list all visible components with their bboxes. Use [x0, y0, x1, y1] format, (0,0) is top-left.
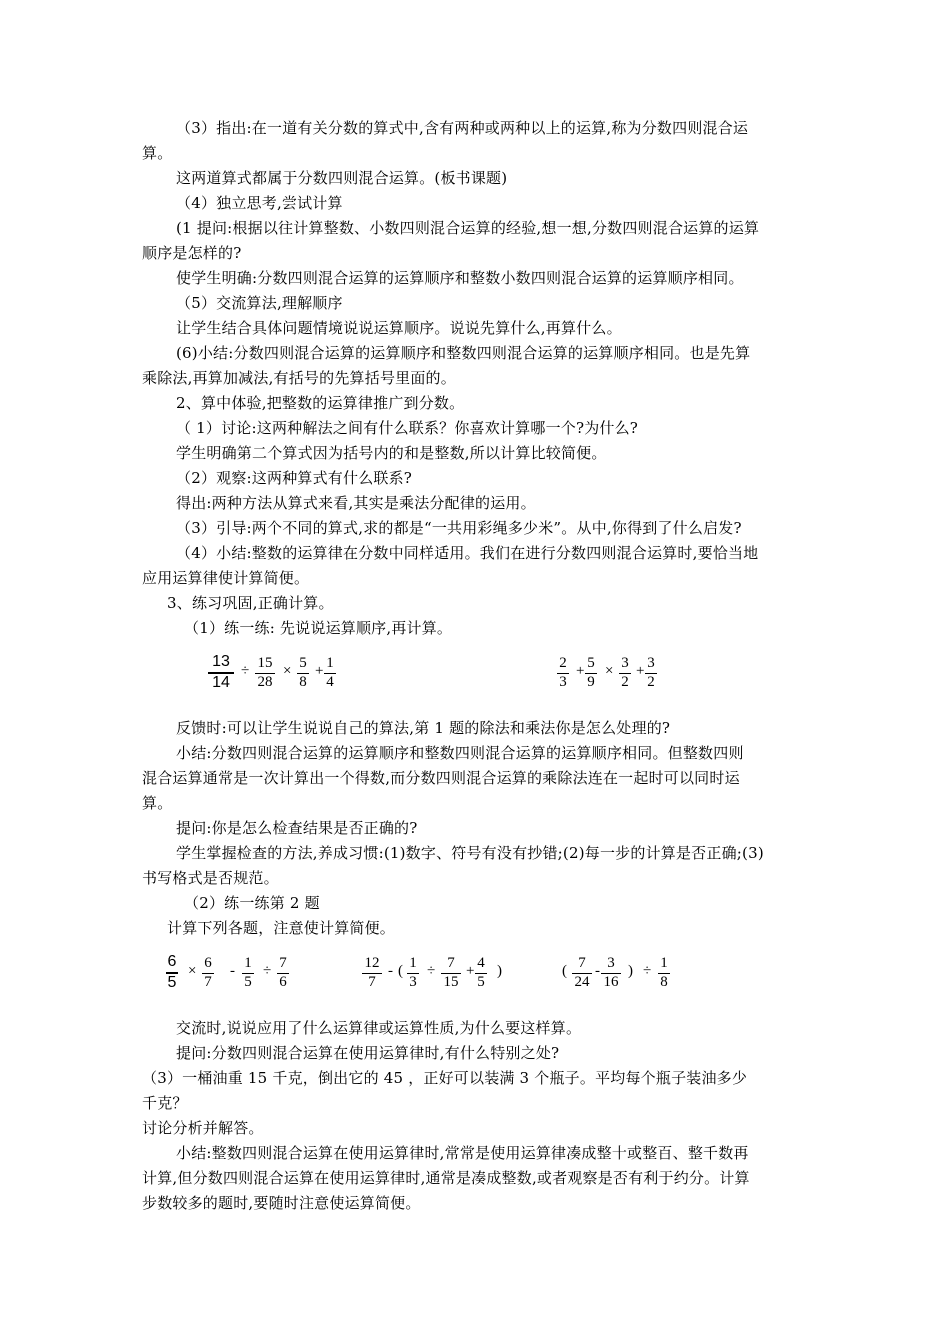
fraction: 3 16	[601, 956, 621, 990]
text-line: （4）小结:整数的运算律在分数中同样适用。我们在进行分数四则混合运算时,要恰当地	[176, 544, 759, 562]
text-line: 计算,但分数四则混合运算在使用运算律时,通常是凑成整数,或者观察是否有利于约分。计算	[142, 1169, 750, 1187]
text-line: 算。	[142, 144, 173, 162]
text-line: （4）独立思考,尝试计算	[176, 194, 343, 212]
text-line: （2）观察:这两种算式有什么联系?	[176, 469, 413, 487]
text-line: 步数较多的题时,要随时注意使运算简便。	[142, 1194, 421, 1212]
text-line: 学生明确第二个算式因为括号内的和是整数,所以计算比较简便。	[176, 444, 607, 462]
text-line: （3）一桶油重 15 千克，倒出它的 45 ，正好可以装满 3 个瓶子。平均每个瓶子装油多少	[142, 1069, 748, 1087]
text-line: （1）练一练: 先说说运算顺序,再计算。	[184, 619, 453, 637]
text-line: 小结:分数四则混合运算的运算顺序和整数四则混合运算的运算顺序相同。但整数四则	[176, 744, 744, 762]
fraction: 12 7	[362, 956, 382, 990]
text-line: 讨论分析并解答。	[142, 1119, 264, 1137]
fraction: 6 5	[167, 953, 177, 991]
text-line: 学生掌握检查的方法,养成习惯:(1)数字、符号有没有抄错;(2)每一步的计算是否正确;(3)	[176, 844, 764, 862]
minus-sign: -	[595, 963, 600, 979]
plus-sign: +	[576, 663, 585, 679]
right-paren: )	[628, 963, 633, 979]
fraction: 5 8	[297, 656, 309, 690]
text-line: 书写格式是否规范。	[142, 869, 279, 887]
fraction: 1 8	[658, 956, 670, 990]
multiply-sign: ×	[283, 663, 292, 679]
text-line: 千克？	[142, 1094, 188, 1112]
fraction: 13 14	[208, 654, 234, 691]
minus-sign: -	[388, 963, 393, 979]
fraction: 1 4	[324, 656, 336, 690]
text-line: （3）指出:在一道有关分数的算式中,含有两种或两种以上的运算,称为分数四则混合运	[176, 119, 749, 137]
section-heading: 3、练习巩固,正确计算。	[167, 594, 334, 612]
fraction: 1 5	[242, 956, 254, 990]
divide-sign: ÷	[241, 663, 250, 679]
text-line: 反馈时:可以让学生说说自己的算法,第 1 题的除法和乘法你是怎么处理的?	[176, 719, 671, 737]
text-line: 这两道算式都属于分数四则混合运算。(板书课题)	[176, 169, 508, 187]
section-heading: 2、算中体验,把整数的运算律推广到分数。	[176, 394, 465, 412]
text-line: （ 1）讨论:这两种解法之间有什么联系？你喜欢计算哪一个?为什么?	[176, 419, 639, 437]
fraction: 6 7	[202, 956, 214, 990]
text-line: （2）练一练第 2 题	[184, 894, 320, 912]
fraction: 4 5	[475, 956, 487, 990]
text-line: 使学生明确:分数四则混合运算的运算顺序和整数小数四则混合运算的运算顺序相同。	[176, 269, 744, 287]
fraction: 7 24	[572, 956, 592, 990]
right-paren: )	[497, 963, 502, 979]
text-line: 计算下列各题，注意使计算简便。	[167, 919, 396, 937]
left-paren: (	[398, 963, 403, 979]
text-line: 交流时,说说应用了什么运算律或运算性质,为什么要这样算。	[176, 1019, 582, 1037]
left-paren: (	[562, 963, 567, 979]
divide-sign: ÷	[263, 963, 272, 979]
fraction: 7 15	[441, 956, 461, 990]
text-line: （3）引导:两个不同的算式,求的都是“一共用彩绳多少米”。从中,你得到了什么启发?	[176, 519, 742, 537]
text-line: (1 提问:根据以往计算整数、小数四则混合运算的经验,想一想,分数四则混合运算的运算	[176, 219, 760, 237]
text-line: 得出:两种方法从算式来看,其实是乘法分配律的运用。	[176, 494, 536, 512]
text-line: (6)小结:分数四则混合运算的运算顺序和整数四则混合运算的运算顺序相同。也是先算	[176, 344, 751, 362]
text-line: 让学生结合具体问题情境说说运算顺序。说说先算什么,再算什么。	[176, 319, 622, 337]
text-line: 小结:整数四则混合运算在使用运算律时,常常是使用运算律凑成整十或整百、整千数再	[176, 1144, 749, 1162]
divide-sign: ÷	[643, 963, 652, 979]
fraction: 7 6	[277, 956, 289, 990]
plus-sign: +	[636, 663, 645, 679]
fraction: 3 2	[645, 656, 657, 690]
plus-sign: +	[315, 663, 324, 679]
plus-sign: +	[466, 963, 475, 979]
divide-sign: ÷	[427, 963, 436, 979]
fraction: 2 3	[557, 656, 569, 690]
fraction: 1 3	[407, 956, 419, 990]
minus-sign: -	[230, 963, 235, 979]
fraction: 5 9	[585, 656, 597, 690]
multiply-sign: ×	[605, 663, 614, 679]
text-line: 提问:你是怎么检查结果是否正确的?	[176, 819, 418, 837]
text-line: 顺序是怎样的?	[142, 244, 242, 262]
fraction: 15 28	[255, 656, 275, 690]
text-line: 应用运算律使计算简便。	[142, 569, 310, 587]
text-line: 乘除法,再算加减法,有括号的先算括号里面的。	[142, 369, 456, 387]
text-line: （5）交流算法,理解顺序	[176, 294, 343, 312]
text-line: 混合运算通常是一次计算出一个得数,而分数四则混合运算的乘除法连在一起时可以同时运	[142, 769, 740, 787]
text-line: 提问:分数四则混合运算在使用运算律时,有什么特别之处?	[176, 1044, 560, 1062]
fraction: 3 2	[619, 656, 631, 690]
text-line: 算。	[142, 794, 173, 812]
multiply-sign: ×	[188, 963, 197, 979]
